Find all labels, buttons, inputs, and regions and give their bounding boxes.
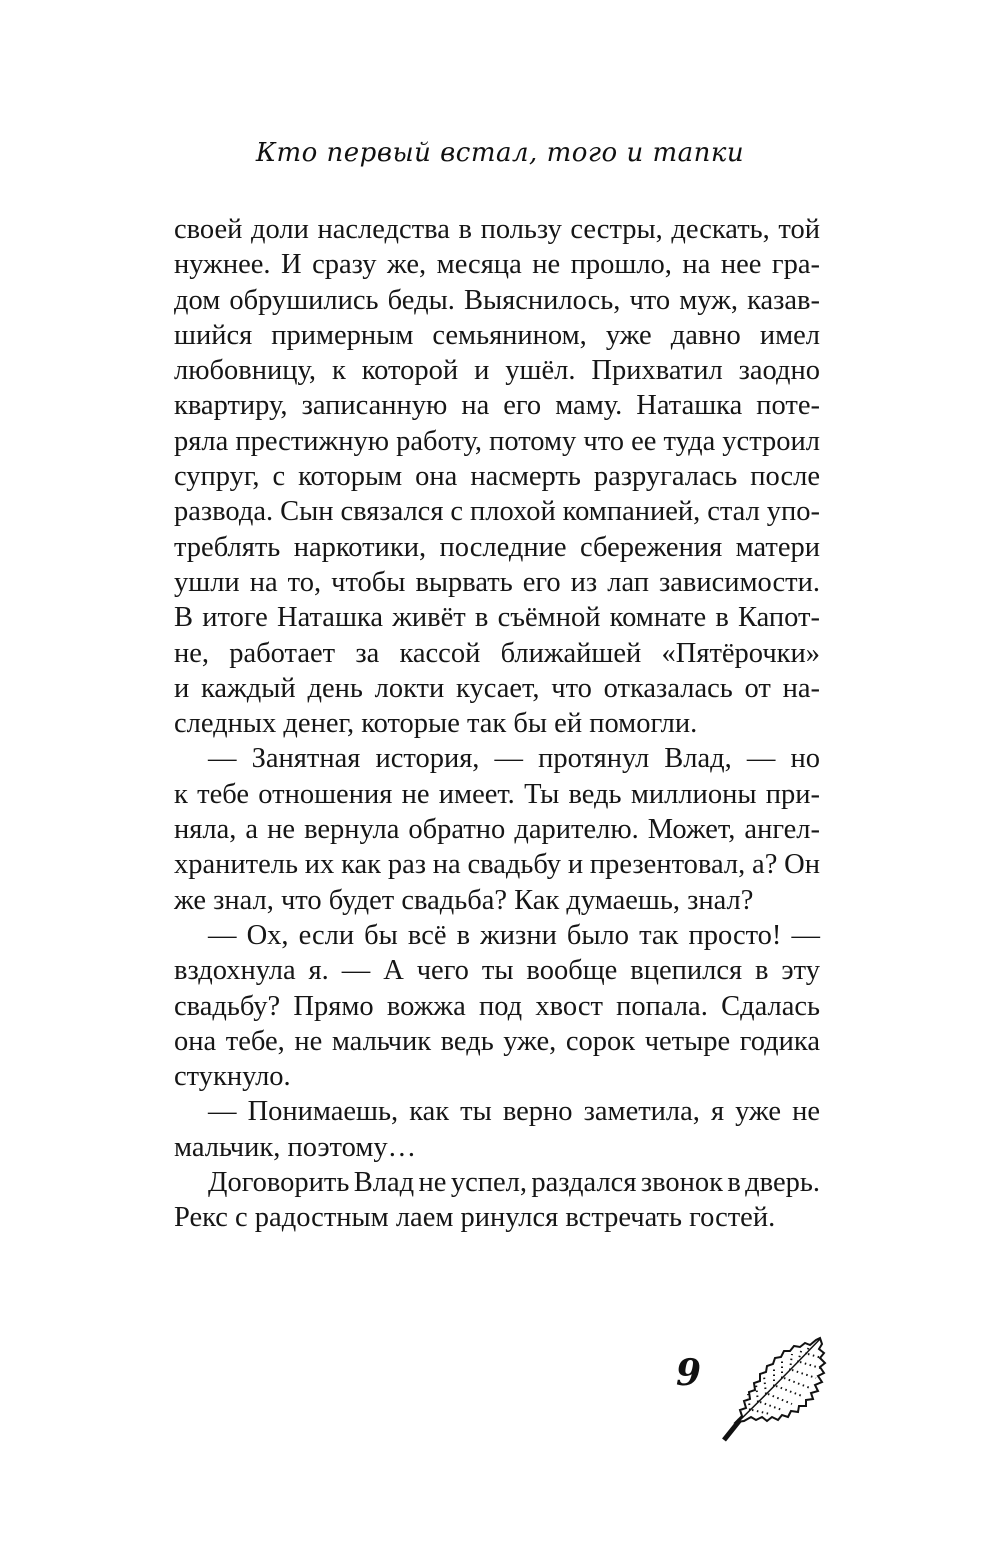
text-line: не, работает за кассой ближайшей «Пятёрочки» <box>174 637 820 669</box>
text-line: супруг, с которым она насмерть разругалась после <box>174 461 820 493</box>
text-line: стукнуло. <box>174 1061 291 1093</box>
text-line: дом обрушились беды. Выяснилось, что муж, казав- <box>174 284 820 316</box>
text-line: квартиру, записанную на его маму. Наташка поте- <box>174 390 820 422</box>
text-line: своей доли наследства в пользу сестры, дескать, той <box>174 214 820 245</box>
text-line: и каждый день локти кусает, что отказалась от на- <box>174 672 820 704</box>
text-line: ушли на то, чтобы вырвать его из лап зависимости. <box>174 566 820 598</box>
leaf-icon <box>716 1330 836 1445</box>
text-line: следных денег, которые так бы ей помогли. <box>174 708 698 740</box>
text-line: няла, а не вернула обратно дарителю. Может, ангел- <box>174 814 820 846</box>
text-line: же знал, что будет свадьба? Как думаешь, знал? <box>174 884 754 916</box>
text-line: мальчик, поэтому… <box>174 1131 417 1163</box>
text-line: Договорить Влад не успел, раздался звонок в дверь. <box>208 1167 820 1199</box>
running-head: Кто первый встал, того и тапки <box>255 138 745 168</box>
text-line: к тебе отношения не имеет. Ты ведь миллионы при- <box>174 778 820 810</box>
text-line: шийся примерным семьянином, уже давно имел <box>174 319 820 351</box>
text-line: развода. Сын связался с плохой компанией, стал упо- <box>174 496 820 528</box>
text-line: вздохнула я. — А чего ты вообще вцепился в эту <box>174 955 820 987</box>
text-line: ряла престижную работу, потому что ее туда устроил <box>174 425 820 457</box>
text-line: — Ох, если бы всё в жизни было так просто! — <box>208 919 820 951</box>
page-number: 9 <box>676 1352 702 1394</box>
text-line: любовницу, к которой и ушёл. Прихватил заодно <box>174 355 820 387</box>
text-line: — Понимаешь, как ты верно заметила, я уже не <box>208 1096 820 1128</box>
text-line: нужнее. И сразу же, месяца не прошло, на нее гра- <box>174 249 820 281</box>
text-line: В итоге Наташка живёт в съёмной комнате в Капот- <box>174 602 820 634</box>
text-line: свадьбу? Прямо вожжа под хвост попала. Сдалась <box>174 990 820 1022</box>
text-line: треблять наркотики, последние сбережения матери <box>174 531 820 563</box>
text-line: она тебе, не мальчик ведь уже, сорок четыре годика <box>174 1025 820 1057</box>
text-line: хранитель их как раз на свадьбу и презентовал, а? Он <box>174 849 820 881</box>
body-text <box>174 212 820 1236</box>
text-line: Рекс с радостным лаем ринулся встречать гостей. <box>174 1202 776 1234</box>
text-line: — Занятная история, — протянул Влад, — но <box>208 743 820 775</box>
